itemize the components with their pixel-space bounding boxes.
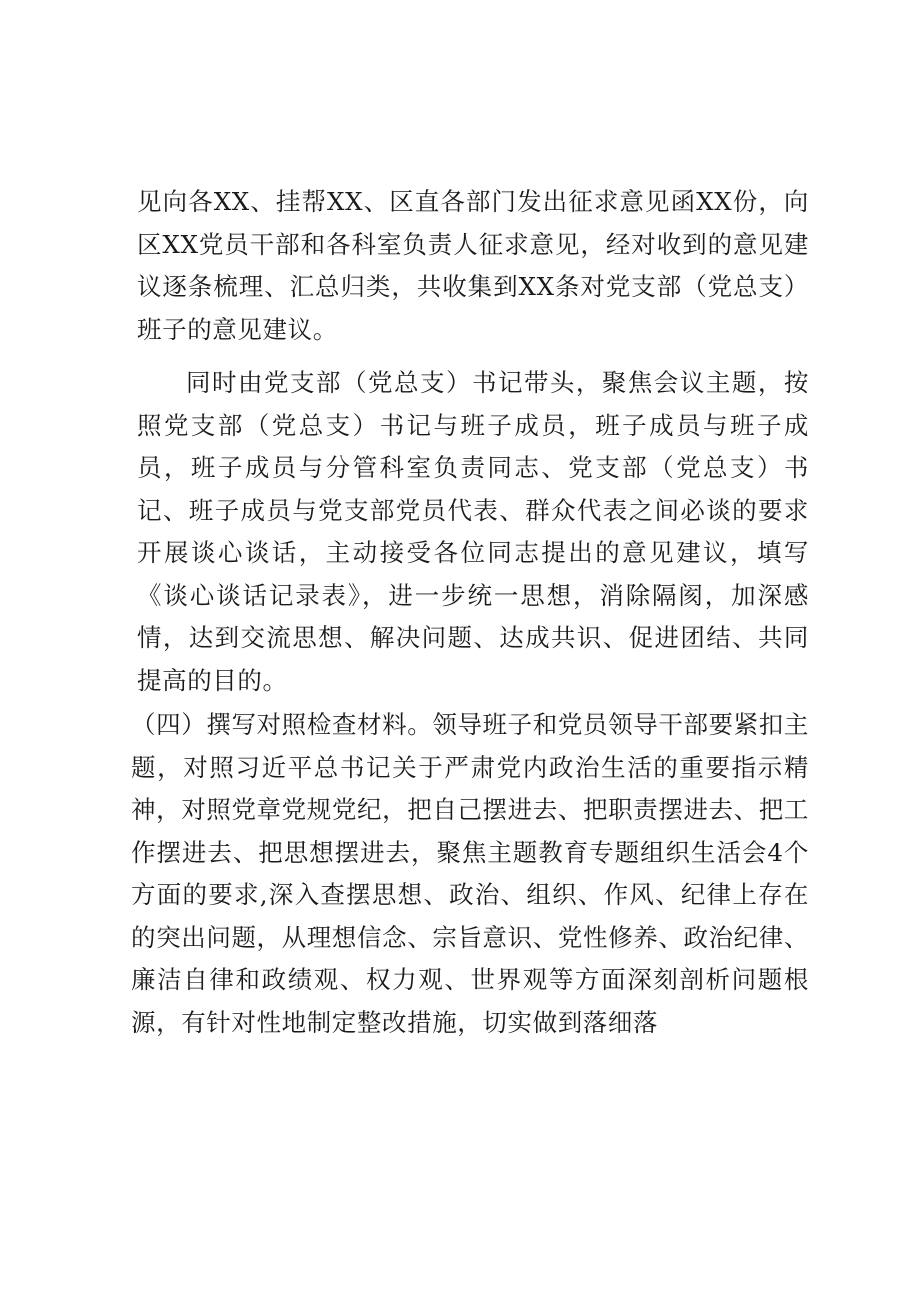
paragraph-solicit-opinions: 见向各XX、挂帮XX、区直各部门发出征求意见函XX份，向区XX党员干部和各科室负责人征求意见，经对收到的意见建议逐条梳理、汇总归类，共收集到XX条对党支部（党总支）班子的意见建议。: [137, 187, 809, 344]
document-body: [131, 181, 809, 1044]
paragraph-heart-to-heart-talks: 同时由党支部（党总支）书记带头，聚焦会议主题，按照党支部（党总支）书记与班子成员，班子成员与班子成员，班子成员与分管科室负责同志、党支部（党总支）书记、班子成员与党支部党员代表、群众代表之间必谈的要求开展谈心谈话，主动接受各位同志提出的意见建议，填写《谈心谈话记录表》，进一步统一思想，消除隔阂，加深感情，达到交流思想、解决问题、达成共识、促进团结、共同提高的目的。: [137, 368, 809, 695]
paragraph-self-examination-materials: （四）撰写对照检查材料。领导班子和党员领导干部要紧扣主题，对照习近平总书记关于严肃党内政治生活的重要指示精神，对照党章党规党纪，把自己摆进去、把职责摆进去、把工作摆进去、把思想摆进去，聚焦主题教育专题组织生活会4个方面的要求,深入查摆思想、政治、组织、作风、纪律上存在的突出问题，从理想信念、宗旨意识、党性修养、政治纪律、廉洁自律和政绩观、权力观、世界观等方面深刻剖析问题根源，有针对性地制定整改措施，切实做到落细落: [131, 710, 809, 1037]
